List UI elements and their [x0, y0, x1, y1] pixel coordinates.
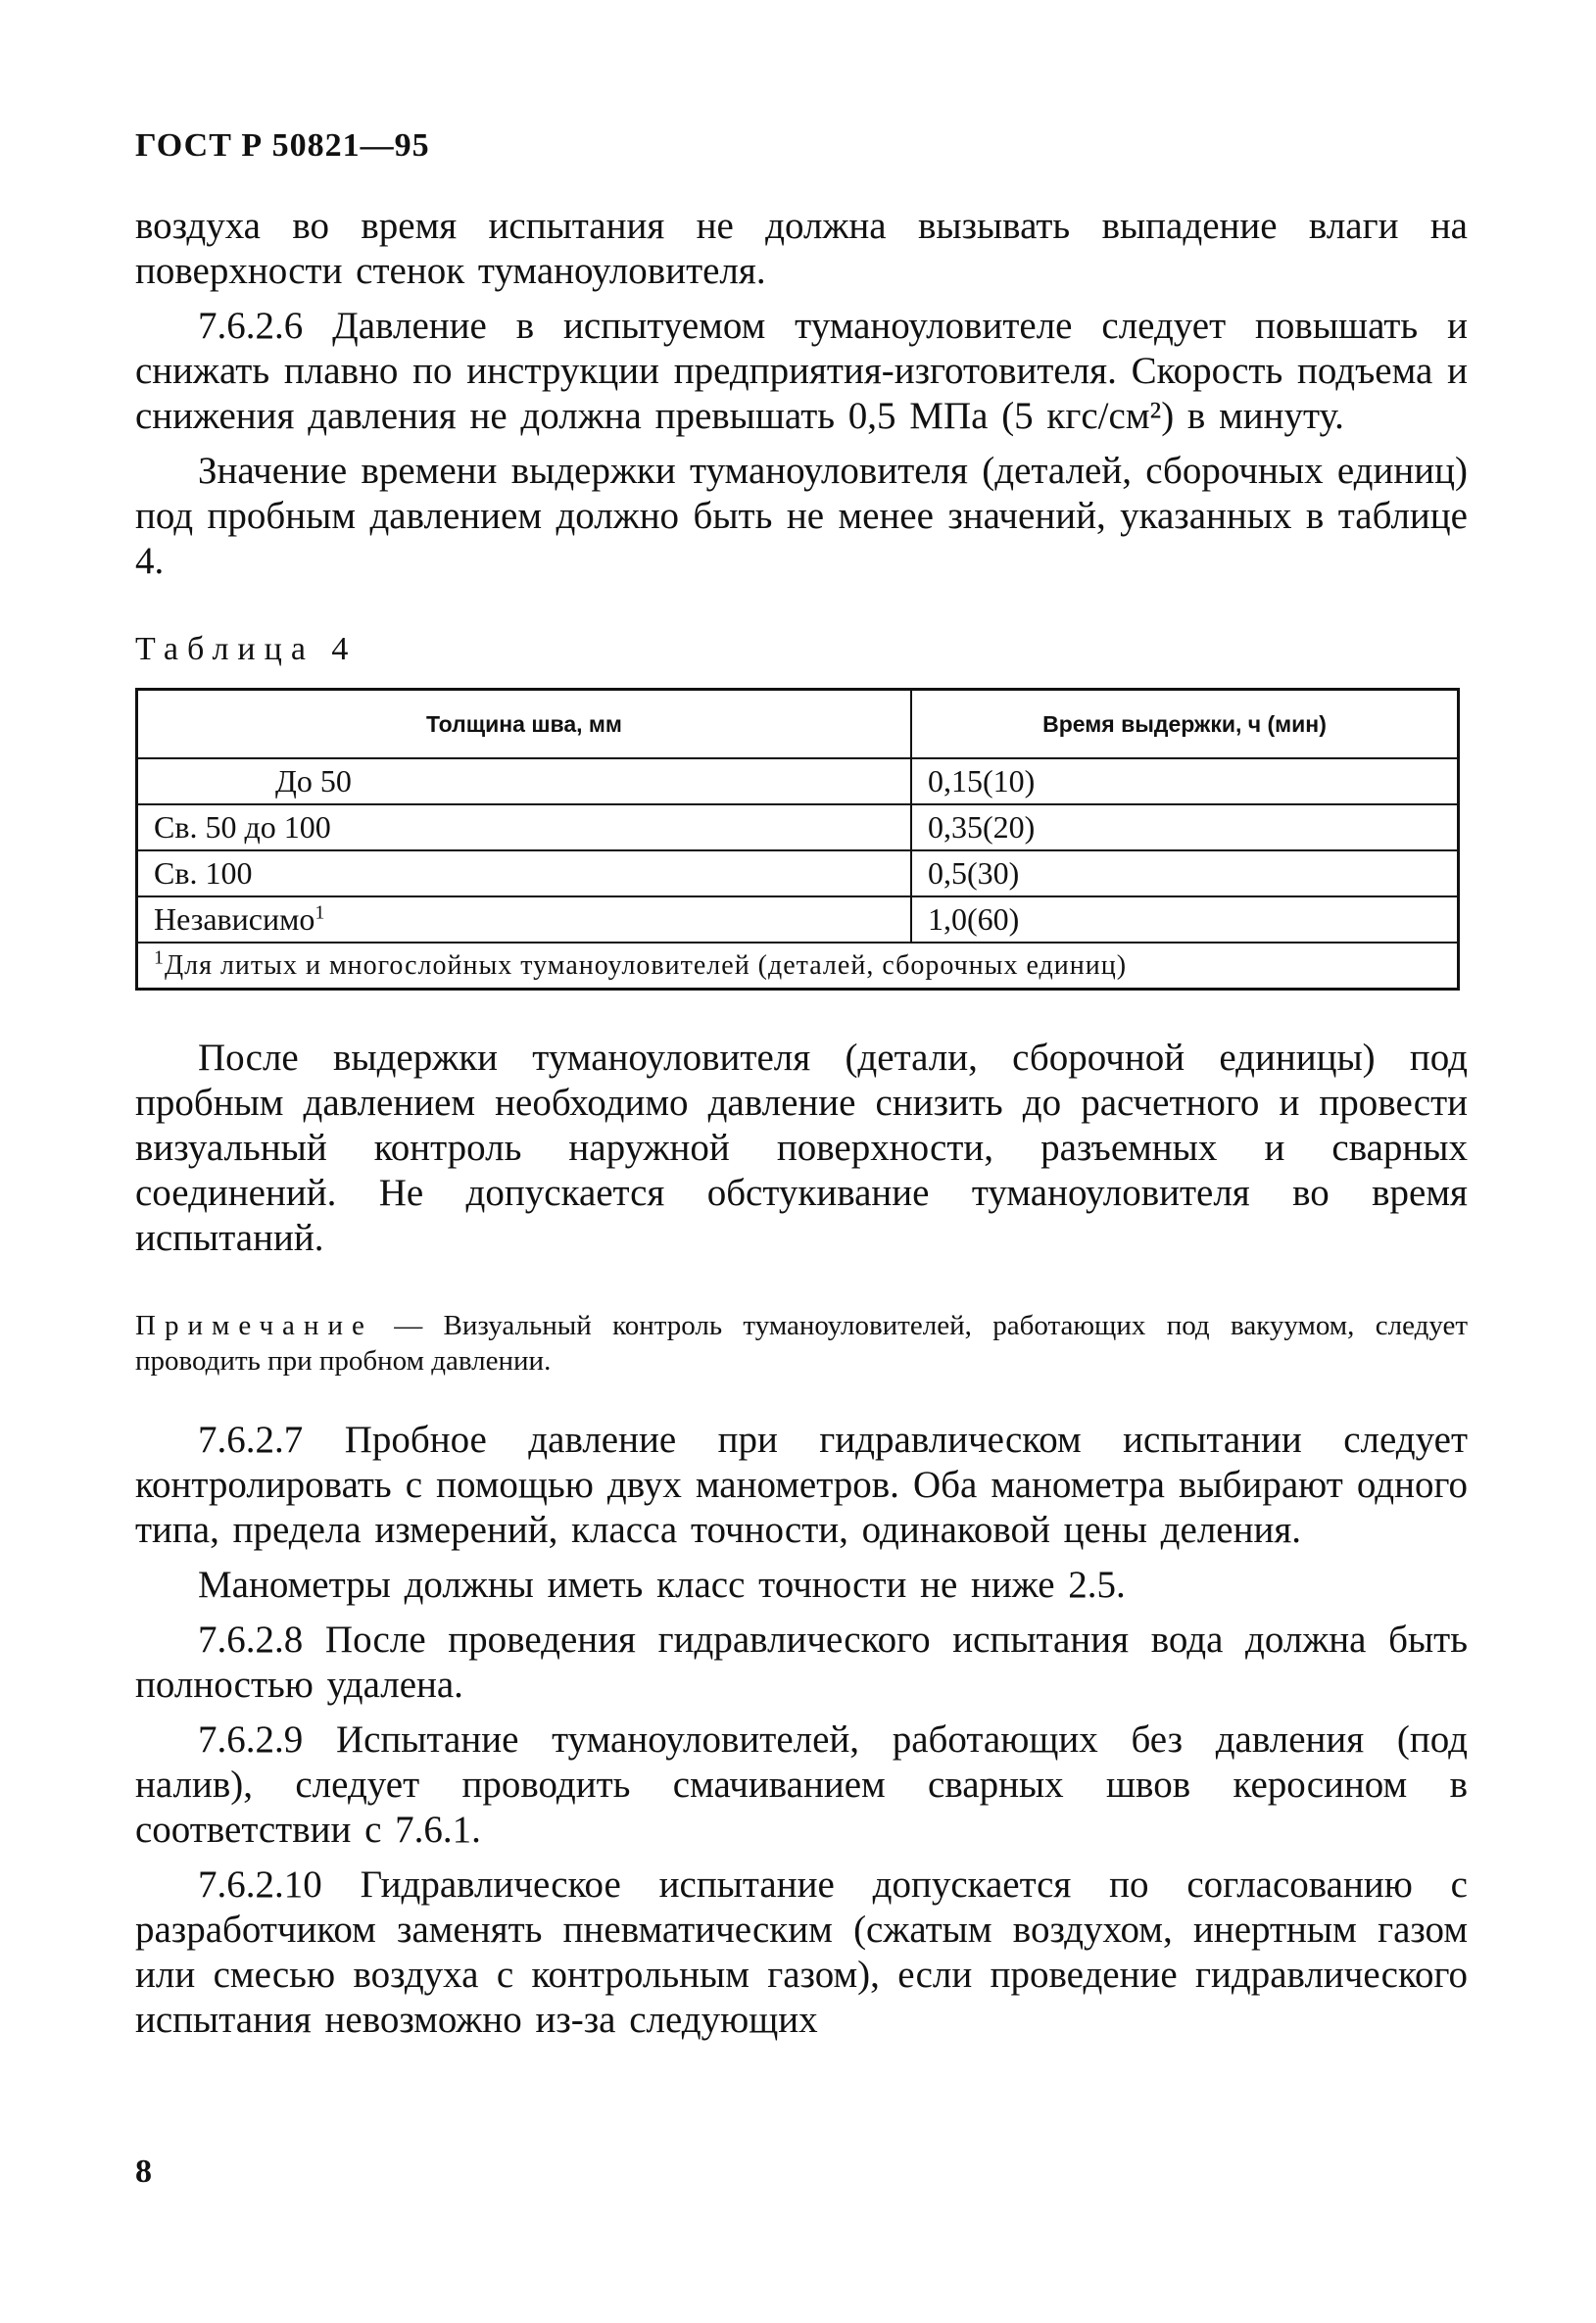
table-cell-time: 0,5(30)	[911, 850, 1459, 896]
paragraph-7-6-2-10: 7.6.2.10 Гидравлическое испытание допускается по согласованию с разработчиком заменять пневматическим (сжатым воздухом, инертным газом или смесью воздуха с контрольным газом), если проведение гидравлического испытания невозможно из-за следующих	[135, 1863, 1468, 2041]
table-header-row	[137, 690, 1459, 759]
paragraph-manometers-class: Манометры должны иметь класс точности не ниже 2.5.	[198, 1564, 1126, 1606]
table-header-hold-time: Время выдержки, ч (мин)	[911, 690, 1459, 759]
paragraph-7-6-2-7: 7.6.2.7 Пробное давление при гидравлическом испытании следует контролировать с помощью двух манометров. Оба манометра выбирают одного типа, предела измерений, класса точности, одинаковой цены деления.	[135, 1419, 1468, 1551]
table-4	[135, 688, 1460, 991]
page-number: 8	[135, 2154, 152, 2190]
paragraph-7-6-2-8: 7.6.2.8 После проведения гидравлического испытания вода должна быть полностью удалена.	[135, 1619, 1468, 1706]
paragraph-continuation: воздуха во время испытания не должна вызывать выпадение влаги на поверхности стенок туманоуловителя.	[135, 205, 1468, 292]
table-cell-thickness: Св. 50 до 100	[137, 804, 912, 850]
table-cell-time: 0,35(20)	[911, 804, 1459, 850]
document-header: ГОСТ Р 50821—95	[135, 127, 430, 164]
note-label: Примечание	[135, 1310, 373, 1341]
document-page	[135, 127, 1468, 2053]
table-cell-time: 0,15(10)	[911, 758, 1459, 804]
table-caption: Таблица 4	[135, 631, 358, 667]
note	[135, 1308, 1468, 1379]
table-cell-thickness-with-note	[137, 896, 912, 943]
table-row	[137, 896, 1459, 943]
table-cell-thickness: До 50	[137, 758, 912, 804]
footnote-text: Для литых и многослойных туманоуловителей (деталей, сборочных единиц)	[165, 949, 1128, 981]
table-header-thickness: Толщина шва, мм	[137, 690, 912, 759]
table-cell-time: 1,0(60)	[911, 896, 1459, 943]
table-row	[137, 758, 1459, 804]
table-footnote	[137, 943, 1459, 990]
table-cell-text: Независимо	[154, 901, 315, 937]
footnote-mark: 1	[154, 946, 165, 969]
table-footnote-row	[137, 943, 1459, 990]
paragraph-7-6-2-6: 7.6.2.6 Давление в испытуемом туманоуловителе следует повышать и снижать плавно по инструкции предприятия-изготовителя. Скорость подъема и снижения давления не должна превышать 0,5 МПа (5 кгс/см²) в минуту.	[135, 305, 1468, 437]
paragraph-7-6-2-9: 7.6.2.9 Испытание туманоуловителей, работающих без давления (под налив), следует проводить смачиванием сварных швов керосином в соответствии с 7.6.1.	[135, 1718, 1468, 1851]
table-row	[137, 804, 1459, 850]
table-row	[137, 850, 1459, 896]
table-cell-thickness: Св. 100	[137, 850, 912, 896]
note-text: — Визуальный контроль туманоуловителей, работающих под вакуумом, следует проводить при пробном давлении.	[135, 1310, 1468, 1377]
paragraph-after-table: После выдержки туманоуловителя (детали, сборочной единицы) под пробным давлением необходимо давление снизить до расчетного и провести визуальный контроль наружной поверхности, разъемных и сварных соединений. Не допускается обстукивание туманоуловителя во время испытаний.	[135, 1037, 1468, 1259]
paragraph-hold-time: Значение времени выдержки туманоуловителя (деталей, сборочных единиц) под пробным давлением должно быть не менее значений, указанных в таблице 4.	[135, 450, 1468, 582]
footnote-ref: 1	[314, 901, 325, 924]
